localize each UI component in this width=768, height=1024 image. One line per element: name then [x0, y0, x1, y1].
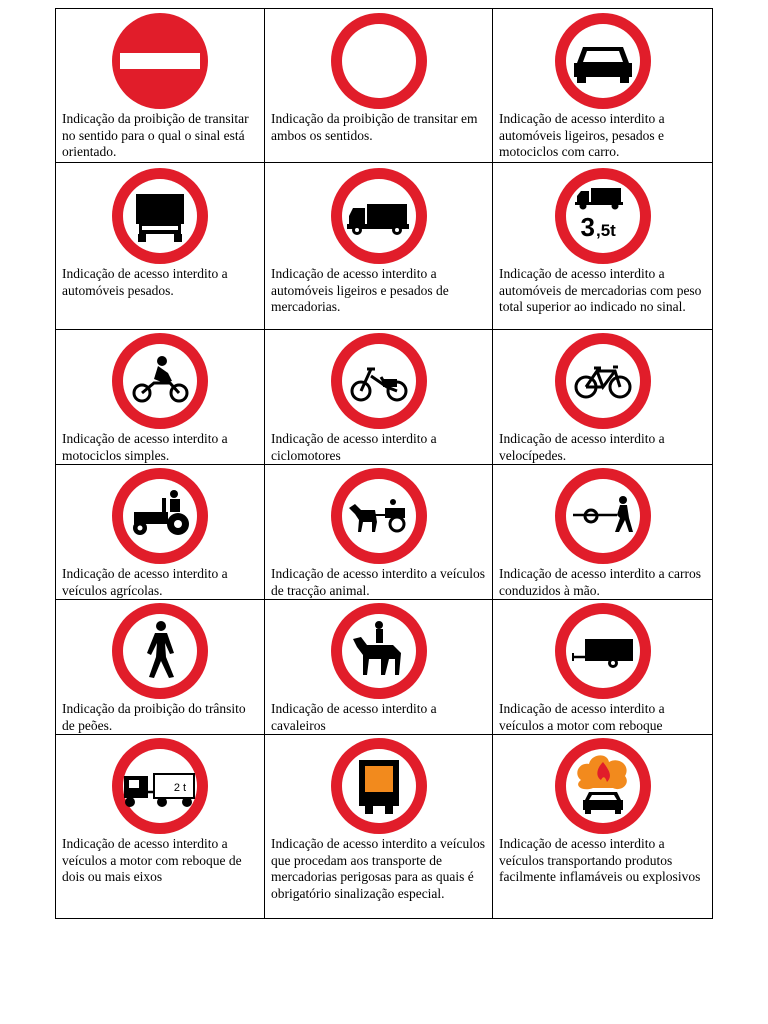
horse-cart-icon — [329, 466, 429, 566]
sign-description: Indicação de acesso interdito a motociclos simples. — [62, 431, 228, 463]
table-row — [56, 600, 713, 735]
no-vehicles-icon — [329, 11, 429, 111]
sign-description: Indicação de acesso interdito a automóveis de mercadorias com peso total superior ao indicado no sinal. — [499, 266, 702, 314]
table-row — [56, 163, 713, 330]
table-cell — [56, 330, 265, 465]
goods-truck-icon — [329, 166, 429, 266]
sign-description: Indicação de acesso interdito a veículos transportando produtos facilmente inflamáveis ou explosivos — [499, 836, 701, 884]
sign-description: Indicação da proibição de transitar em ambos os sentidos. — [271, 111, 478, 143]
trailer-icon — [553, 601, 653, 701]
table-row — [56, 465, 713, 600]
table-cell — [265, 330, 493, 465]
table-cell — [56, 163, 265, 330]
sign-description: Indicação de acesso interdito a cavaleiros — [271, 701, 437, 733]
sign-description: Indicação de acesso interdito a automóveis ligeiros e pesados de mercadorias. — [271, 266, 449, 314]
sign-description: Indicação de acesso interdito a veículos a motor com reboque — [499, 701, 665, 733]
sign-description: Indicação de acesso interdito a automóveis pesados. — [62, 266, 228, 298]
table-cell — [265, 9, 493, 163]
weight-limit-unit: ,5t — [595, 221, 616, 240]
truck-weight-limit-icon — [553, 166, 653, 266]
heavy-truck-front-icon — [110, 166, 210, 266]
multi-axle-trailer-icon — [110, 736, 210, 836]
weight-limit-main: 3 — [580, 212, 595, 242]
moped-icon — [329, 331, 429, 431]
table-row — [56, 735, 713, 919]
horse-rider-icon — [329, 601, 429, 701]
sign-description: Indicação de acesso interdito a ciclomotores — [271, 431, 437, 463]
table-cell — [56, 735, 265, 919]
table-cell — [265, 465, 493, 600]
handcart-icon — [553, 466, 653, 566]
no-entry-icon — [110, 11, 210, 111]
table-cell — [493, 465, 713, 600]
road-signs-table — [55, 8, 713, 919]
sign-description: Indicação de acesso interdito a veículos a motor com reboque de dois ou mais eixos — [62, 836, 242, 884]
bicycle-icon — [553, 331, 653, 431]
sign-description: Indicação de acesso interdito a veículos que procedam aos transporte de mercadorias perigosas para as quais é obrigatório sinalização especial. — [271, 836, 486, 901]
table-cell — [493, 9, 713, 163]
sign-description: Indicação de acesso interdito a veículos de tracção animal. — [271, 566, 486, 598]
table-cell — [56, 9, 265, 163]
hazardous-goods-truck-icon — [329, 736, 429, 836]
sign-description: Indicação da proibição do trânsito de peões. — [62, 701, 246, 733]
table-cell — [493, 600, 713, 735]
sign-description: Indicação de acesso interdito a velocípedes. — [499, 431, 665, 463]
table-cell — [493, 735, 713, 919]
sign-description: Indicação de acesso interdito a carros conduzidos à mão. — [499, 566, 702, 598]
motorcycle-icon — [110, 331, 210, 431]
table-cell — [265, 163, 493, 330]
sign-description: Indicação de acesso interdito a automóveis ligeiros, pesados e motociclos com carro. — [499, 111, 665, 159]
trailer-weight-label: 2 t — [173, 782, 187, 794]
table-cell — [493, 330, 713, 465]
table-cell — [493, 163, 713, 330]
tractor-icon — [110, 466, 210, 566]
car-icon — [553, 11, 653, 111]
flammable-cargo-icon — [553, 736, 653, 836]
table-cell — [56, 465, 265, 600]
sign-description: Indicação de acesso interdito a veículos agrícolas. — [62, 566, 228, 598]
table-cell — [265, 600, 493, 735]
table-row — [56, 9, 713, 163]
pedestrian-icon — [110, 601, 210, 701]
table-cell — [56, 600, 265, 735]
table-cell — [265, 735, 493, 919]
table-row — [56, 330, 713, 465]
sign-description: Indicação da proibição de transitar no sentido para o qual o sinal está orientado. — [62, 111, 249, 159]
